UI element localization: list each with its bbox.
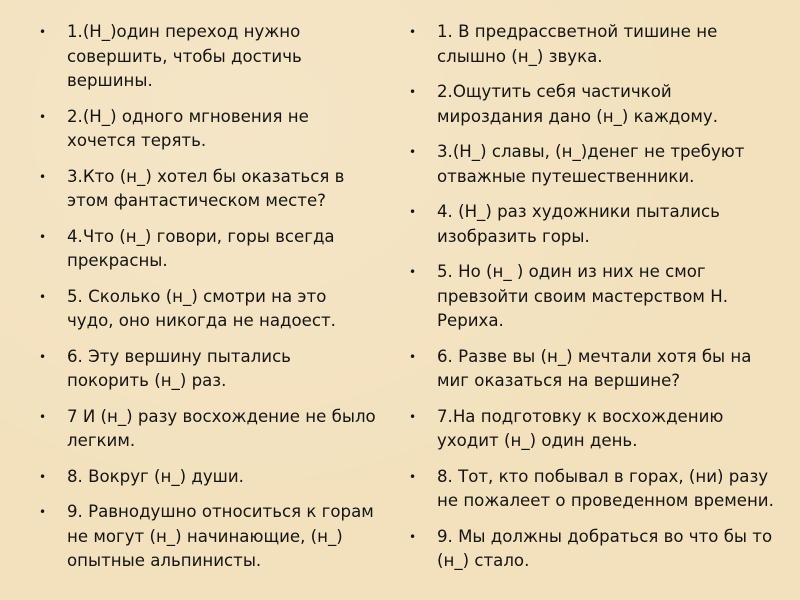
bullet-icon: •: [409, 349, 417, 364]
list-item: [403, 80, 775, 129]
bullet-icon: •: [39, 469, 47, 484]
bullet-icon: •: [409, 469, 417, 484]
item-text: 4.Что (н_) говори, горы всегда прекрасны.: [67, 226, 335, 270]
item-text: 5. Сколько (н_) смотри на это чудо, оно никогда не надоест.: [67, 286, 336, 330]
bullet-icon: •: [409, 205, 417, 219]
item-text: 1. В предрассветной тишине не слышно (н_) звука.: [437, 22, 718, 66]
bullet-icon: •: [39, 289, 47, 304]
list-item: [33, 225, 378, 274]
item-text: 2.(Н_) одного мгновения не хочется терять.: [67, 106, 309, 150]
item-text: 3.(Н_) славы, (н_)денег не требуют отважные путешественники.: [437, 142, 745, 186]
right-exercise-list: [403, 20, 775, 585]
list-item: [33, 500, 378, 574]
bullet-icon: •: [39, 109, 47, 124]
list-item: [403, 345, 775, 394]
item-text: 3.Кто (н_) хотел бы оказаться в этом фантастическом месте?: [67, 166, 345, 210]
list-item: [33, 345, 378, 394]
item-text: 7 И (н_) разу восхождение не было легким.: [67, 406, 376, 450]
item-text: 8. Тот, кто побывал в горах, (ни) разу не пожалеет о проведенном времени.: [437, 466, 774, 510]
list-item: [33, 20, 378, 94]
bullet-icon: •: [39, 409, 47, 424]
bullet-icon: •: [409, 85, 417, 99]
bullet-icon: •: [39, 229, 47, 244]
list-item: [403, 525, 775, 574]
list-item: [33, 105, 378, 154]
item-text: 9. Мы должны добраться во что бы то (н_) стало.: [437, 526, 773, 570]
list-item: [403, 140, 775, 189]
bullet-icon: •: [39, 505, 47, 519]
bullet-icon: •: [409, 529, 417, 544]
bullet-icon: •: [39, 349, 47, 364]
list-item: [403, 465, 775, 514]
bullet-icon: •: [409, 265, 417, 279]
item-text: 4. (Н_) раз художники пытались изобразить горы.: [437, 202, 720, 246]
list-item: [403, 405, 775, 454]
list-item: [403, 260, 775, 334]
item-text: 6. Эту вершину пытались покорить (н_) раз.: [67, 346, 291, 390]
item-text: 7.На подготовку к восхождению уходит (н_) один день.: [437, 406, 724, 450]
list-item: [403, 200, 775, 249]
bullet-icon: •: [409, 409, 417, 424]
item-text: 1.(Н_)один переход нужно совершить, чтобы достичь вершины.: [67, 22, 302, 90]
left-exercise-list: [33, 20, 378, 585]
list-item: [403, 20, 775, 69]
list-item: [33, 165, 378, 214]
list-item: [33, 405, 378, 454]
item-text: 6. Разве вы (н_) мечтали хотя бы на миг оказаться на вершине?: [437, 346, 752, 390]
item-text: 5. Но (н_ ) один из них не смог превзойти своим мастерством Н. Рериха.: [437, 262, 728, 330]
list-item: [33, 285, 378, 334]
bullet-icon: •: [39, 25, 47, 39]
bullet-icon: •: [409, 25, 417, 39]
item-text: 8. Вокруг (н_) души.: [67, 466, 244, 486]
bullet-icon: •: [409, 145, 417, 159]
list-item: [33, 465, 378, 490]
bullet-icon: •: [39, 169, 47, 184]
item-text: 2.Ощутить себя частичкой мироздания дано (н_) каждому.: [437, 82, 719, 126]
item-text: 9. Равнодушно относиться к горам не могут (н_) начинающие, (н_) опытные альпинисты.: [67, 502, 374, 570]
